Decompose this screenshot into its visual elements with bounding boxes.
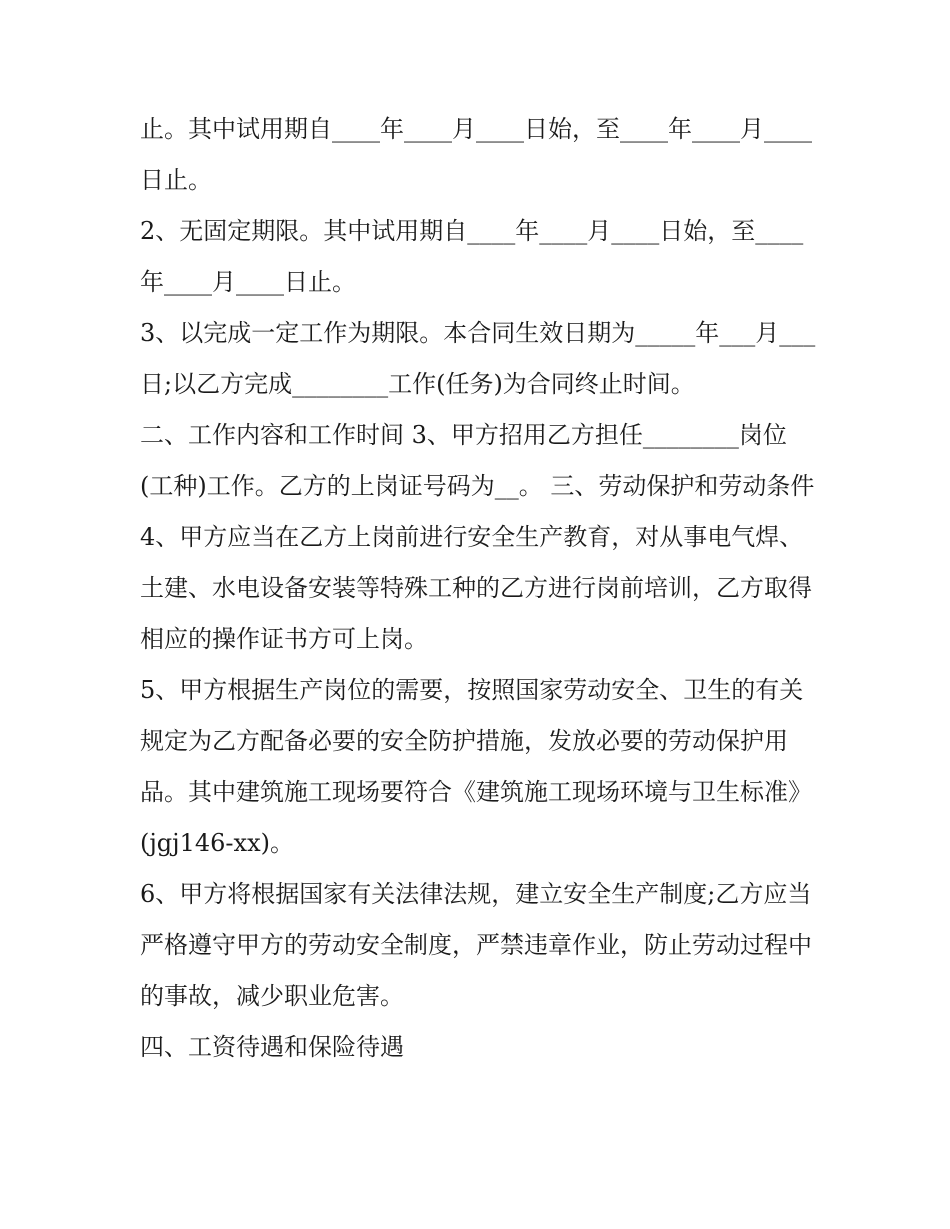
- section-heading-wages-insurance: 四、工资待遇和保险待遇: [140, 1033, 404, 1061]
- paragraph-clause-5-protective-equipment: 5、甲方根据生产岗位的需要，按照国家劳动安全、卫生的有关规定为乙方配备必要的安全防护措施，发放必要的劳动保护用品。其中建筑施工现场要符合《建筑施工现场环境与卫生标准》(jgj146-xx)。: [140, 676, 812, 857]
- paragraph-clause-6-safety-rules: 6、甲方将根据国家有关法律法规，建立安全生产制度;乙方应当严格遵守甲方的劳动安全制度，严禁违章作业，防止劳动过程中的事故，减少职业危害。: [140, 880, 812, 1010]
- paragraph-section-2-work-content: 二、工作内容和工作时间 3、甲方招用乙方担任________岗位(工种)工作。乙方的上岗证号码为__。 三、劳动保护和劳动条件: [140, 421, 815, 500]
- paragraph-probation-fixed-term-end: 止。其中试用期自____年____月____日始，至____年____月____日止。: [140, 115, 812, 194]
- paragraph-clause-4-safety-training: 4、甲方应当在乙方上岗前进行安全生产教育，对从事电气焊、土建、水电设备安装等特殊工种的乙方进行岗前培训，乙方取得相应的操作证书方可上岗。: [140, 523, 812, 653]
- paragraph-task-based-term: 3、以完成一定工作为期限。本合同生效日期为_____年___月___日;以乙方完成________工作(任务)为合同终止时间。: [140, 319, 816, 398]
- paragraph-open-ended-term: 2、无固定期限。其中试用期自____年____月____日始，至____年____月____日止。: [140, 217, 804, 296]
- document-body: [140, 104, 820, 1073]
